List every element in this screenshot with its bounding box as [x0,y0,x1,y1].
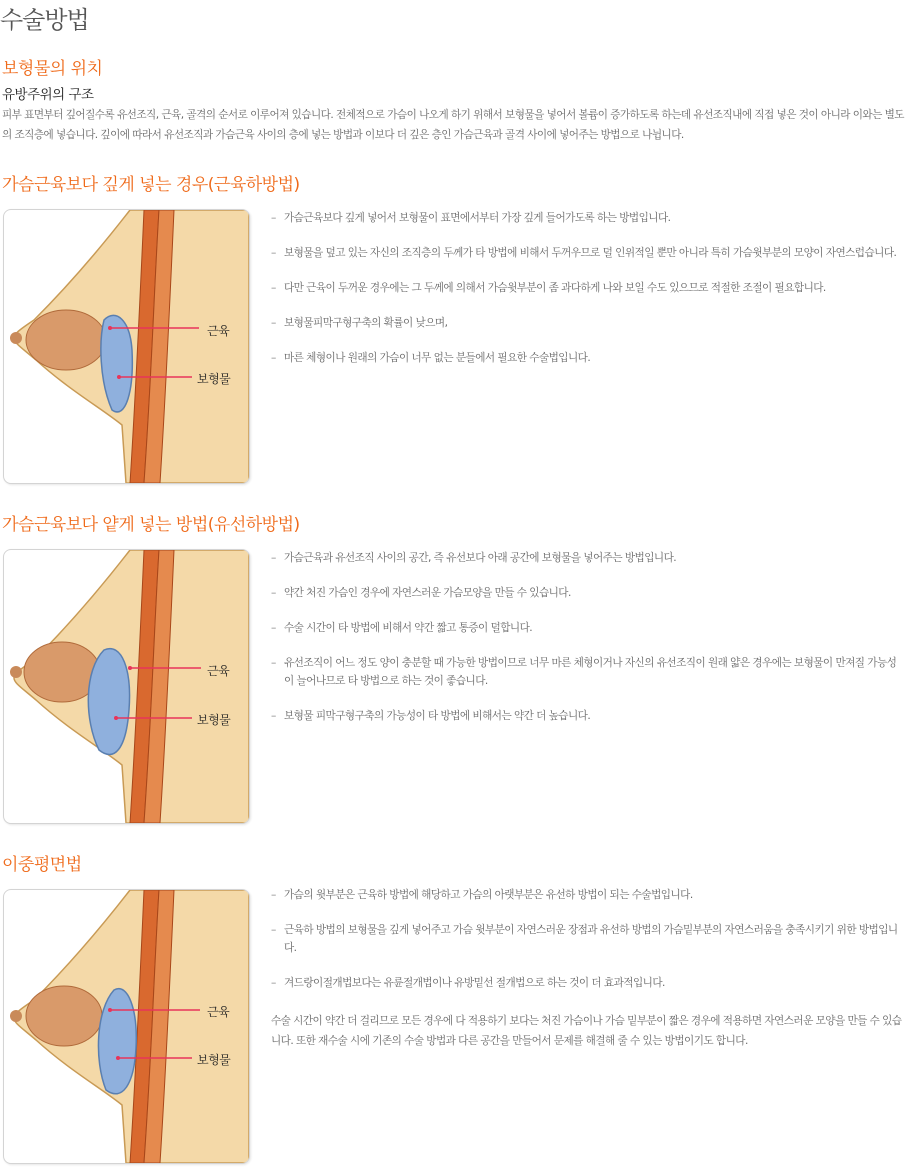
submuscular-list [271,209,901,384]
dash: – [271,212,276,224]
implant-label: 보형물 [197,713,231,727]
dash: – [271,657,276,669]
list-item: – 겨드랑이절개법보다는 유륜절개법이나 유방밑선 절개법으로 하는 것이 더 효과적입니다. [271,974,901,992]
dash: – [271,282,276,294]
dash: – [271,552,276,564]
subglandular-list [271,549,901,742]
list-item: – 보형물 피막구형구축의 가능성이 타 방법에 비해서는 약간 더 높습니다. [271,707,901,725]
dash: – [271,889,276,901]
muscle-label: 근육 [207,664,230,678]
list-item: – 약간 처진 가슴인 경우에 자연스러운 가슴모양을 만들 수 있습니다. [271,584,901,602]
list-item: – 근육하 방법의 보형물을 깊게 넣어주고 가슴 윗부분이 자연스러운 장점과 유선하 방법의 가슴밑부분의 자연스러움을 충족시키기 위한 방법입니다. [271,921,901,957]
dash: – [271,710,276,722]
section-subglandular-title: 가슴근육보다 얕게 넣는 방법(유선하방법) [2,515,300,535]
list-item: – 마른 체형이나 원래의 가슴이 너무 없는 분들에서 필요한 수술법입니다. [271,349,901,367]
muscle-label: 근육 [207,1005,230,1019]
subglandular-illustration [3,549,250,824]
section-submuscular-title: 가슴근육보다 깊게 넣는 경우(근육하방법) [2,175,300,195]
subglandular-breast-diagram [4,550,249,823]
dash: – [271,587,276,599]
list-item: – 다만 근육이 두꺼운 경우에는 그 두께에 의해서 가슴윗부분이 좀 과다하게 나와 보일 수도 있으므로 적절한 조절이 필요합니다. [271,279,901,297]
muscle-label: 근육 [207,324,230,338]
list-item: – 가슴근육보다 깊게 넣어서 보형물이 표면에서부터 가장 깊게 들어가도록 하는 방법입니다. [271,209,901,227]
structure-subtitle: 유방주위의 구조 [2,87,94,103]
dual-plane-illustration [3,889,250,1164]
list-item: – 보형물을 덮고 있는 자신의 조직층의 두께가 타 방법에 비해서 두꺼우므로 덜 인위적일 뿐만 아니라 특히 가슴윗부분의 모양이 자연스럽습니다. [271,244,901,262]
position-description: 피부 표면부터 깊어질수록 유선조직, 근육, 골격의 순서로 이루어져 있습니다. 전체적으로 가슴이 나오게 하기 위해서 보형물을 넣어서 볼륨이 증가하도록 하는데 유선조직내에 직접 넣은 것이 아니라 이와는 별도의 조직층에 넣습니다. 깊이에 따라서 유선조직과 가슴근육 사이의 층에 넣는 방법과 이보다 더 깊은 층인 가슴근육과 골격 사이에 넣어주는 방법으로 나뉩니다. [2,109,904,141]
dual-plane-note: 수술 시간이 약간 더 걸리므로 모든 경우에 다 적용하기 보다는 처진 가슴이나 가슴 밑부분이 짧은 경우에 적용하면 자연스러운 모양을 만들 수 있습니다. 또한 재수술 시에 기존의 수술 방법과 다른 공간을 만들어서 문제를 해결해 줄 수 있는 방법이기도 합니다. [271,1015,902,1047]
implant-label: 보형물 [197,372,231,386]
position-title: 보형물의 위치 [2,59,103,79]
submuscular-breast-diagram [4,210,249,483]
list-item: – 수술 시간이 타 방법에 비해서 약간 짧고 통증이 덜합니다. [271,619,901,637]
dash: – [271,317,276,329]
dash: – [271,247,276,259]
dual-plane-breast-diagram [4,890,249,1163]
list-item: – 보형물피막구형구축의 확률이 낮으며, [271,314,901,332]
submuscular-illustration [3,209,250,484]
section-dual-plane-title: 이중평면법 [2,855,82,875]
page-title: 수술방법 [0,6,89,34]
dash: – [271,977,276,989]
dash: – [271,622,276,634]
list-item: – 가슴근육과 유선조직 사이의 공간, 즉 유선보다 아래 공간에 보형물을 넣어주는 방법입니다. [271,549,901,567]
dash: – [271,352,276,364]
dual-plane-list [271,886,901,1009]
implant-label: 보형물 [197,1053,231,1067]
list-item: – 유선조직이 어느 정도 양이 충분할 때 가능한 방법이므로 너무 마른 체형이거나 자신의 유선조직이 원래 얇은 경우에는 보형물이 만져질 가능성이 늘어나므로 타 방법으로 하는 것이 좋습니다. [271,654,901,690]
list-item: – 가슴의 윗부분은 근육하 방법에 해당하고 가슴의 아랫부분은 유선하 방법이 되는 수술법입니다. [271,886,901,904]
dash: – [271,924,276,936]
